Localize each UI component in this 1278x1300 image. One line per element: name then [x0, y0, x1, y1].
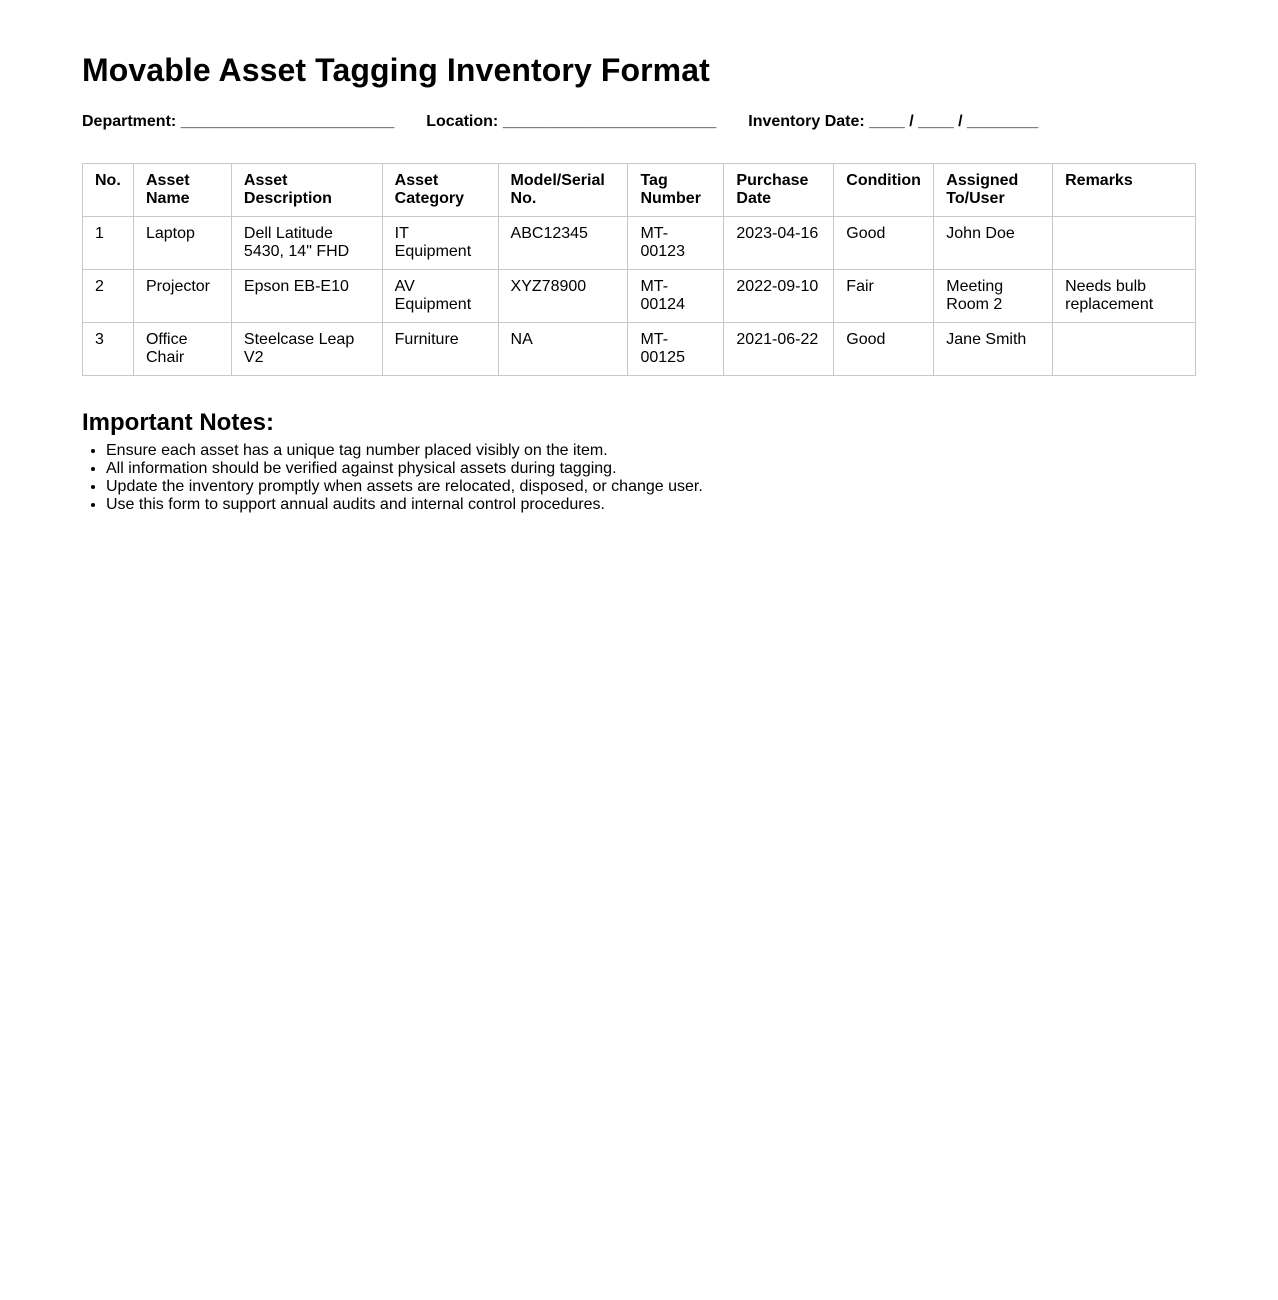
column-header-asset-name: Asset Name — [133, 164, 231, 217]
column-header-purchase-date: Purchase Date — [724, 164, 834, 217]
notes-heading: Important Notes: — [82, 409, 274, 436]
cell-asset-description: Steelcase Leap V2 — [231, 323, 382, 376]
column-header-remarks: Remarks — [1053, 164, 1196, 217]
cell-remarks: Needs bulb replacement — [1053, 270, 1196, 323]
column-header-condition: Condition — [834, 164, 934, 217]
cell-purchase-date: 2021-06-22 — [724, 323, 834, 376]
cell-purchase-date: 2022-09-10 — [724, 270, 834, 323]
table-row — [83, 270, 1196, 323]
cell-no: 2 — [83, 270, 134, 323]
column-header-tag-number: Tag Number — [628, 164, 724, 217]
list-item: • Update the inventory promptly when assets are relocated, disposed, or change user. — [106, 478, 1196, 496]
cell-condition: Good — [834, 323, 934, 376]
inventory-date-blank[interactable]: ____ / ____ / ________ — [869, 113, 1039, 130]
column-header-assigned-to: Assigned To/User — [934, 164, 1053, 217]
page-title: Movable Asset Tagging Inventory Format — [82, 52, 710, 88]
cell-asset-name: Laptop — [133, 217, 231, 270]
location-field — [426, 112, 716, 132]
cell-asset-category: AV Equipment — [382, 270, 498, 323]
cell-remarks — [1053, 323, 1196, 376]
cell-assigned-to: Jane Smith — [934, 323, 1053, 376]
cell-model-serial: NA — [498, 323, 628, 376]
cell-model-serial: XYZ78900 — [498, 270, 628, 323]
department-label: Department: — [82, 113, 177, 130]
list-item: • Use this form to support annual audits and internal control procedures. — [106, 496, 1196, 514]
table-row — [83, 217, 1196, 270]
cell-assigned-to: John Doe — [934, 217, 1053, 270]
list-item: • All information should be verified against physical assets during tagging. — [106, 460, 1196, 478]
cell-condition: Good — [834, 217, 934, 270]
cell-tag-number: MT-00124 — [628, 270, 724, 323]
notes-list — [82, 442, 1196, 514]
document-page — [0, 0, 1278, 514]
cell-asset-name: Projector — [133, 270, 231, 323]
cell-purchase-date: 2023-04-16 — [724, 217, 834, 270]
cell-no: 1 — [83, 217, 134, 270]
column-header-model-serial: Model/Serial No. — [498, 164, 628, 217]
department-blank[interactable]: ________________________ — [180, 113, 395, 130]
location-label: Location: — [426, 113, 499, 130]
column-header-asset-description: Asset Description — [231, 164, 382, 217]
cell-asset-description: Epson EB-E10 — [231, 270, 382, 323]
department-field — [82, 112, 394, 132]
cell-condition: Fair — [834, 270, 934, 323]
cell-model-serial: ABC12345 — [498, 217, 628, 270]
inventory-date-label: Inventory Date: — [748, 113, 865, 130]
table-header-row — [83, 164, 1196, 217]
cell-no: 3 — [83, 323, 134, 376]
cell-asset-description: Dell Latitude 5430, 14" FHD — [231, 217, 382, 270]
list-item: • Ensure each asset has a unique tag number placed visibly on the item. — [106, 442, 1196, 460]
cell-asset-name: Office Chair — [133, 323, 231, 376]
cell-remarks — [1053, 217, 1196, 270]
header-fields — [82, 112, 1196, 132]
location-blank[interactable]: ________________________ — [502, 113, 717, 130]
cell-asset-category: Furniture — [382, 323, 498, 376]
table-row — [83, 323, 1196, 376]
asset-inventory-table — [82, 163, 1196, 376]
cell-assigned-to: Meeting Room 2 — [934, 270, 1053, 323]
column-header-asset-category: Asset Category — [382, 164, 498, 217]
cell-tag-number: MT-00125 — [628, 323, 724, 376]
cell-asset-category: IT Equipment — [382, 217, 498, 270]
cell-tag-number: MT-00123 — [628, 217, 724, 270]
column-header-no: No. — [83, 164, 134, 217]
inventory-date-field — [748, 112, 1038, 132]
